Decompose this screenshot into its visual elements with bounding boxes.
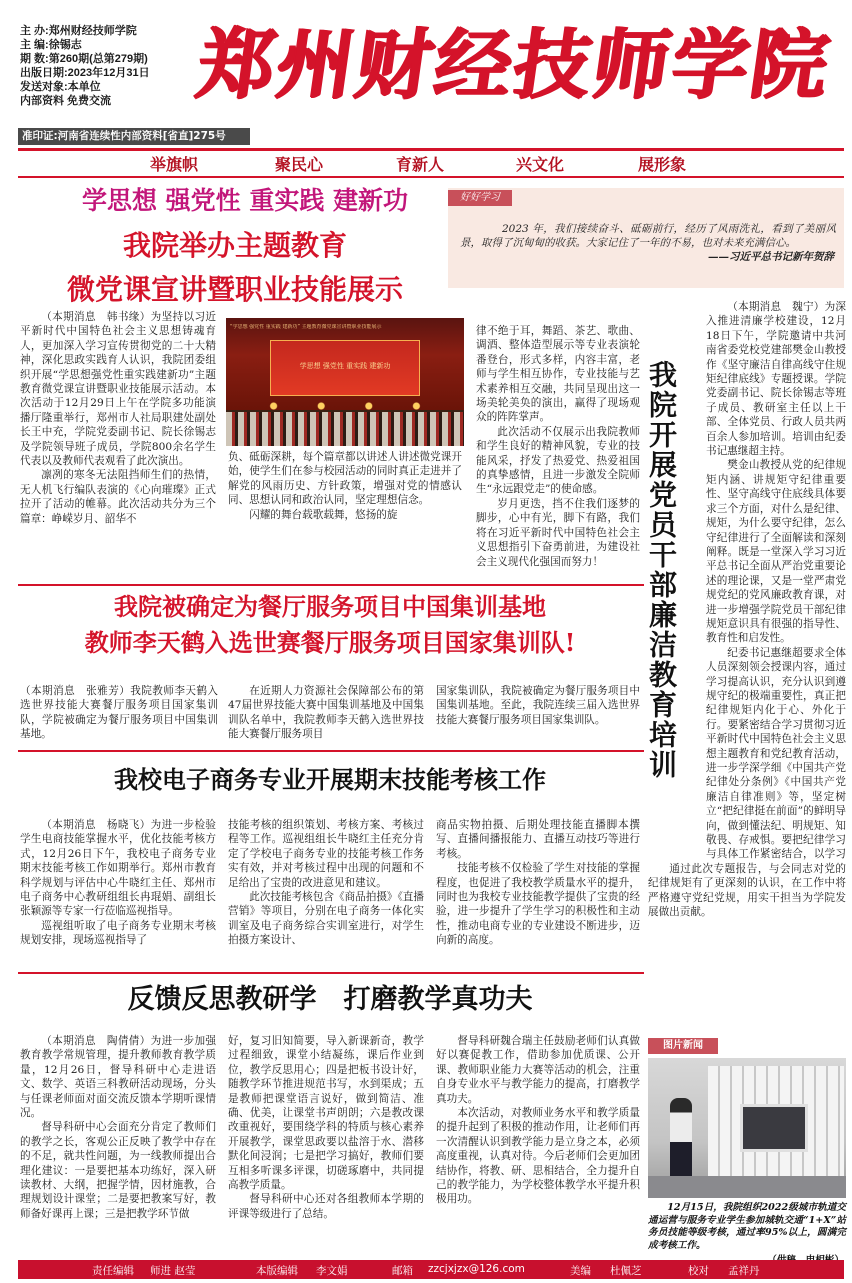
quote-box <box>448 188 844 288</box>
student-figure <box>670 1098 692 1178</box>
nav-item-education[interactable]: 育新人 <box>396 155 445 174</box>
article4-col2-p1: 好，复习旧知简要，导入新课新奇，教学过程细致，课堂小结凝练，课后作业到位，教学反思用心；四是把板书设计好，随教学环节推进规范书写，水到渠成；五是教师把课堂语言说好，做到简洁、准确、优美，让课堂书声朗朗；六是教改课改重视好，要围绕学科的特质与核心素养开展教学，课堂思政要以盐溶于水、潜移默化间浸润；七是把学习搞好，教师们要互相多听课多评课，切磋琢磨中，共同提高教学质量。 <box>228 1035 424 1192</box>
permit-bar: 准印证:河南省连续性内部资料[省直]275号 <box>18 128 250 145</box>
article2-headline-1: 我院被确定为餐厅服务项目中国集训基地 <box>114 592 546 621</box>
quote-text: 2023 年，我们接续奋斗、砥砺前行，经历了风雨洗礼，看到了美丽风景，取得了沉甸甸的收获。大家记住了一年的不易，也对未来充满信心。 <box>460 223 836 249</box>
nav-item-banner[interactable]: 举旗帜 <box>150 155 199 174</box>
article1-col3-p1: 律不绝于耳，舞蹈、茶艺、歌曲、调酒、整体造型展示等专业表演轮番登台，形式多样，内容丰富，老师与学生相互协作，专业技能与艺术素养相互交融，共同呈现出这一场美轮美奂的演出，赢得了现场观众的阵阵掌声。 <box>476 325 640 424</box>
nav-item-image[interactable]: 展形象 <box>638 155 687 174</box>
article4-headline: 反馈反思教研学 打磨教学真功夫 <box>127 984 533 1015</box>
article2-col1: （本期消息 张雅芳）我院教师李天鹤入选世界技能大赛餐厅服务项目国家集训队，学院被确定为餐厅服务项目中国集训基地。 <box>20 685 218 741</box>
article3-col3-p1: 商品实物拍摄、后期处理技能直播脚本撰写、直播间播报能力、直播互动技巧等进行考核。 <box>436 819 640 860</box>
performers <box>226 412 464 446</box>
photo-news-image <box>648 1058 846 1198</box>
host-line: 主 办:郑州财经技师学院 <box>20 25 137 37</box>
article4-col3-p2: 本次活动，对教师业务水平和教学质量的提升起到了积极的推动作用，让老师们再一次清醒认识到教学能力是立身之本，必须高度重视，认真对待。今后老师们会更加团结协作，将教、研、思相结合，全力提升自己的教学能力，为学校整体教学水平提升积极用功。 <box>436 1107 640 1206</box>
footer-label-design: 美编 <box>570 1265 591 1277</box>
footer-value-editor: 师进 赵莹 <box>150 1265 196 1277</box>
issue-line: 期 数:第260期(总第279期) <box>20 53 148 65</box>
footer-label-email: 邮箱 <box>392 1265 413 1277</box>
article4-col1 <box>20 1034 216 1244</box>
article5-lead: （本期消息 魏宁）为深入推进清廉学校建设，12月18日下午，学院邀请中共河南省委党校党建部樊金山教授作《坚守廉洁自律高线守住规矩纪律底线》专题授课。学院党委副书记、院长徐锡志等班子成员、教研室主任以上干部、全体党员、行政人员共两百余人参加培训。培训由纪委书记惠继超主持。 <box>706 301 846 458</box>
article1-col3-p3: 岁月更迭，挡不住我们逐梦的脚步，心中有光，脚下有路，我们将在习近平新时代中国特色社会主义思想指引下奋勇前进，为建设社会主义现代化强国而努力！ <box>476 497 640 568</box>
article1-headline-3: 微党课宣讲暨职业技能展示 <box>66 273 403 306</box>
newspaper-title: 郑州财经技师学院 <box>191 20 837 109</box>
article3-col3-p2: 技能考核不仅检验了学生对技能的掌握程度，也促进了我校教学质量水平的提升，同时也为我校专业技能教学提供了宝贵的经验，进一步提升了学生学习的积极性和主动性，推动电商专业的专业建设不断进步，迈向新的高度。 <box>436 862 640 947</box>
floor <box>648 1176 846 1198</box>
article2-col2: 在近期人力资源社会保障部公布的第47届世界技能大赛中国集训基地及中国集训队名单中，我院教师李天鹤入选世界技能大赛餐厅服务项目 <box>228 685 424 741</box>
nav-bar <box>130 150 730 174</box>
article4-col2 <box>228 1034 424 1244</box>
article3-col3 <box>436 818 640 970</box>
article1-para2: 凛冽的寒冬无法阻挡师生们的热情，无人机飞行编队表演的《心向璀璨》正式拉开了活动的帷幕。此次活动共分为三个篇章：峥嵘岁月、韶华不 <box>20 469 216 525</box>
footer-label-editor: 责任编辑 <box>92 1265 134 1277</box>
article5-p3: 纪委书记惠继超要求全体人员深刻领会授课内容，通过学习提高认识，充分认识到遵规守纪的极端重要性，真正把纪律规矩内化于心、外化于行。要紧密结合学习贯彻习近平新时代中国特色社会主义思想主题教育和党纪教育活动，进一步学深学细《中国共产党纪律处分条例》《中国共产党廉洁自律准则》等，坚定树立“把纪律挺在前面”的鲜明导向，做到懂法纪、明规矩、知敬畏、存戒惧。要把纪律学习与具体工作紧密结合，以学习 <box>706 646 846 860</box>
date-line: 出版日期:2023年12月31日 <box>20 67 150 79</box>
stage-screen-text: 学思想 强党性 重实践 建新功 <box>299 362 391 370</box>
article1-headline-1: 学思想 强党性 重实践 建新功 <box>81 186 409 215</box>
article3-col1-p2: 巡视组听取了电子商务专业期末考核规划安排，现场巡视指导了 <box>20 919 216 947</box>
article1-col1 <box>20 310 216 578</box>
article3-bottom-rule <box>18 972 644 974</box>
article5-body-top <box>706 300 846 860</box>
article1-headline-2: 我院举办主题教育 <box>122 229 347 262</box>
article5-p2: 樊金山教授从党的纪律规矩内涵、讲规矩守纪律重要性、坚守高线守住底线具体要求三个方面，对什么是纪律、规矩，为什么要守纪律，怎么守纪律进行了全面解读和深刻阐释。既是一堂深入学习习近平总书记全面从严治党重要论述的理论课，又是一堂严肃党规党纪的党风廉政教育课，对进一步增强学院党员干部纪律规矩意识具有很强的指导性、教育性和启发性。 <box>706 459 846 645</box>
article1-col2 <box>228 450 462 578</box>
footer-label-proof: 校对 <box>688 1265 709 1277</box>
article1-col2-text: 负、砥砺深耕，每个篇章都以讲述人讲述微党课开始，使学生们在参与校园活动的同时真正走进并了解党的风雨历史、方针政策，增强对党的情感认同、思想认同和政治认同，坚定理想信念。 <box>228 451 462 507</box>
editor-line: 主 编:徐锡志 <box>20 39 82 51</box>
article4-lead: （本期消息 陶倩倩）为进一步加强教育教学常规管理，提升教师教育教学质量，12月26日，督导科研中心走进语文、数学、英语三科教研活动现场，分头与任课老师面对面交流反馈本学期听课情况。 <box>20 1035 216 1120</box>
article2-bottom-rule <box>18 750 644 752</box>
internal-line: 内部资料 免费交流 <box>20 95 112 107</box>
article3-col1 <box>20 818 216 970</box>
article5-body-bottom <box>648 862 846 1034</box>
footer-label-page-editor: 本版编辑 <box>256 1265 298 1277</box>
article1-photo <box>226 318 464 446</box>
article1-col3 <box>476 324 640 578</box>
quote-source: ——习近平总书记新年贺辞 <box>708 251 834 263</box>
article3-col2-p1: 技能考核的组织策划、考核方案、考核过程等工作。巡视组组长牛晓红主任充分肯定了学校电子商务专业的技能考核工作务实有效，并对考核过程中出现的问题和不足给出了宝贵的改进意见和建议。 <box>228 819 424 889</box>
nav-item-culture[interactable]: 兴文化 <box>516 155 565 174</box>
quote-tag: 好好学习 <box>448 190 512 206</box>
article3-headline: 我校电子商务专业开展期末技能考核工作 <box>114 765 546 794</box>
footer-value-page-editor: 李文娟 <box>316 1265 348 1277</box>
article3-col2-p2: 此次技能考核包含《商品拍摄》《直播营销》等项目，分别在电子商务一体化实训室及电子商务综合实训室进行，对学生拍摄方案设计、 <box>228 891 424 947</box>
footer-value-email[interactable]: zzcjxjzx@126.com <box>428 1263 525 1275</box>
article5-headline: 我院开展党员干部廉洁教育培训 <box>645 360 678 780</box>
article3-lead: （本期消息 杨晓飞）为进一步检验学生电商技能掌握水平，优化技能考核方式，12月26日下午，我校电子商务专业期末技能考核工作如期举行。郑州市教育科学规划与评估中心牛晓红主任、郑州市电子商务中心教研组组长冉琨娟、副组长张颖源等专家一行莅临巡视指导。 <box>20 819 216 918</box>
article1-lead: （本期消息 韩书缘）为坚持以习近平新时代中国特色社会主义思想铸魂育人，更加深入学习宣传贯彻党的二十大精神，深化思政实践育人认识，我院团委组织开展“学思想强党性重实践建新功”主题教育微党课宣讲暨职业技能展示活动。本次活动于12月29日上午在学院多功能演播厅隆重举行，郑州市人社局职建处副处长王中充，学院党委副书记、院长徐锡志及学院领导班子成员，学院800余名学生代表以及教师代表观看了此次演出。 <box>20 311 216 468</box>
nav-rule <box>18 176 844 178</box>
article4-col1-p2: 督导科研中心会面充分肯定了教师们的教学之长，客观公正反映了教学中存在的不足，就共性问题，为一线教师提出合理化建议：一是要把基本功练好，深入研读教材、大纲，把握学情，因材施教，合理规划设计课堂；二是要把教案写好，教师备好课再上课；三是把教学环节做 <box>20 1121 216 1220</box>
article3-col2 <box>228 818 424 970</box>
stage-banner: “学思想 强党性 重实践 建新功” 主题教育微党课宣讲暨职业技能展示 <box>230 324 382 330</box>
photo-news-caption: 12月15日，我院组织2022级城市轨道交通运营与服务专业学生参加城轨交通“1+X”站务员技能等级考核，通过率95%以上，圆满完成考核工作。 <box>648 1202 846 1251</box>
station-gate <box>740 1104 808 1152</box>
article1-bottom-rule <box>18 584 644 586</box>
article4-col3 <box>436 1034 640 1244</box>
footer-bar <box>18 1260 844 1279</box>
footer-value-proof: 孟祥丹 <box>728 1265 760 1277</box>
article4-col3-p1: 督导科研魏合瑞主任鼓励老师们认真做好以赛促教工作，借助参加优质课、公开课、教师职业能力大赛等活动的机会，注重自身专业水平与教学能力的提高，打磨教学真功夫。 <box>436 1035 640 1105</box>
stage-screen <box>270 340 420 396</box>
audience-line: 发送对象:本单位 <box>20 81 101 93</box>
article4-col2-p2: 督导科研中心还对各组教师本学期的评课等级进行了总结。 <box>228 1193 424 1220</box>
nav-item-people[interactable]: 聚民心 <box>275 155 324 174</box>
article1-col3-p2: 此次活动不仅展示出我院教师和学生良好的精神风貌，专业的技能风采，抒发了热爱党、热爱祖国的真挚感情，且进一步激发全院师生“永远跟党走”的使命感。 <box>476 425 640 496</box>
article5-p4: 通过此次专题报告，与会同志对党的纪律规矩有了更深刻的认识，在工作中将严格遵守党纪党规，用实干担当为学院发展做出贡献。 <box>648 863 846 919</box>
article2-col3: 国家集训队，我院被确定为餐厅服务项目中国集训基地。至此，我院连续三届入选世界技能大赛餐厅服务项目国家集训队。 <box>436 685 640 726</box>
photo-news-tag: 图片新闻 <box>648 1038 718 1054</box>
photo-news <box>648 1038 846 1251</box>
article2-headline-2: 教师李天鹤入选世赛餐厅服务项目国家集训队! <box>84 628 576 657</box>
article1-col2-para: 闪耀的舞台载歌载舞，悠扬的旋 <box>249 508 398 521</box>
footer-value-design: 杜佩芝 <box>610 1265 642 1277</box>
